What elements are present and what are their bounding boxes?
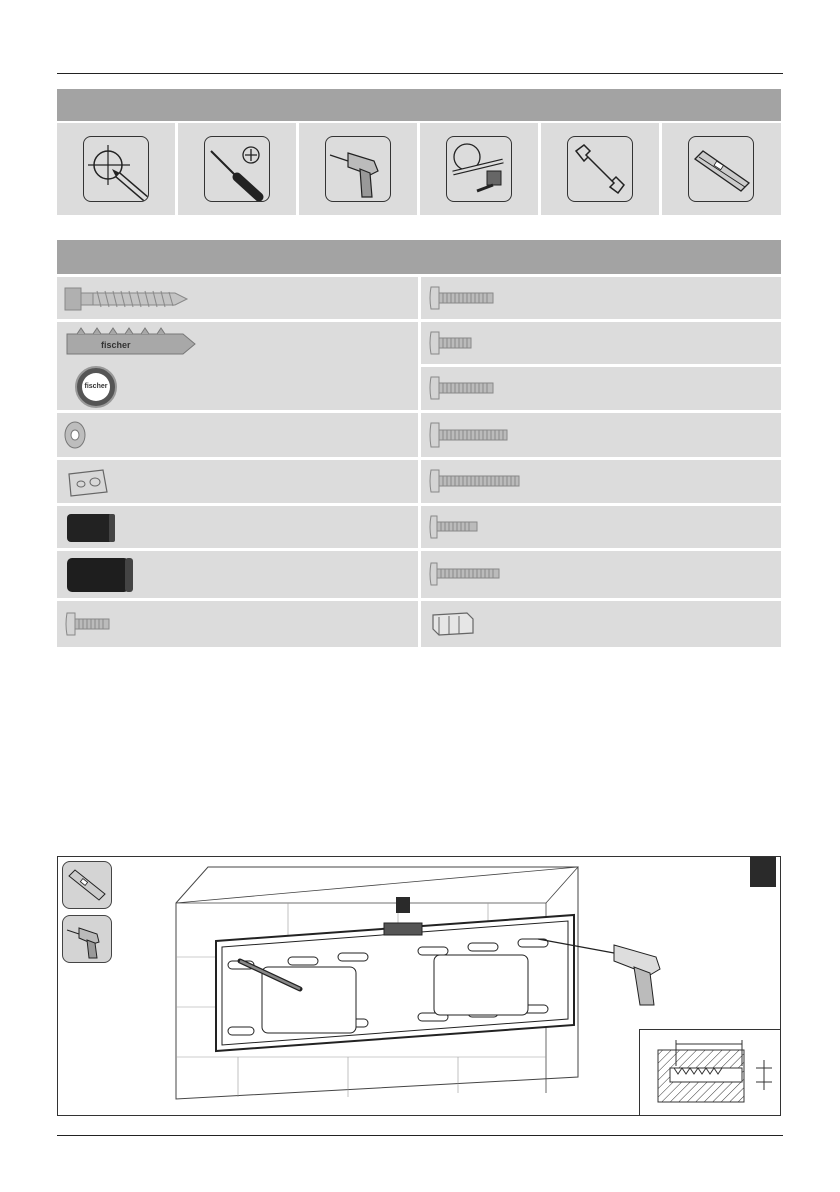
pencil-marking-icon bbox=[83, 136, 149, 202]
part-bolt-3 bbox=[421, 367, 781, 410]
part-square-washer bbox=[57, 460, 418, 503]
part-bolt-1 bbox=[421, 277, 781, 319]
tape-measure-icon bbox=[446, 136, 512, 202]
wall-plug-icon bbox=[63, 322, 213, 366]
fischer-seal-inner bbox=[82, 373, 110, 401]
short-bolt-icon bbox=[427, 322, 487, 364]
tool-cell-pencil bbox=[57, 123, 175, 215]
tool-cell-tape-measure bbox=[420, 123, 538, 215]
bolt-icon bbox=[427, 367, 507, 410]
part-bolt-5 bbox=[421, 460, 781, 503]
svg-text:fischer: fischer bbox=[101, 340, 131, 350]
long-bolt-icon bbox=[427, 413, 517, 457]
part-bolt-2 bbox=[421, 322, 781, 364]
tool-cell-drill bbox=[299, 123, 417, 215]
part-lag-screw bbox=[57, 277, 418, 319]
clip-icon bbox=[427, 601, 487, 647]
part-bolt-4 bbox=[421, 413, 781, 457]
part-small-spacer bbox=[57, 506, 418, 548]
fischer-seal bbox=[75, 366, 117, 408]
tool-cell-wrench bbox=[541, 123, 659, 215]
seal-logo-text: fischer bbox=[84, 383, 108, 390]
installation-figure bbox=[57, 856, 781, 1116]
top-rule bbox=[57, 73, 783, 74]
large-spacer-icon bbox=[63, 551, 143, 598]
bolt-icon bbox=[427, 277, 507, 319]
part-large-spacer bbox=[57, 551, 418, 598]
drill-depth-detail bbox=[639, 1029, 780, 1115]
spirit-level-icon bbox=[688, 136, 754, 202]
part-short-bolt-left bbox=[57, 601, 418, 647]
square-washer-icon bbox=[63, 460, 123, 503]
thin-bolt-icon bbox=[427, 506, 487, 548]
lag-screw-icon bbox=[63, 277, 203, 319]
part-clip bbox=[421, 601, 781, 647]
drill-depth-diagram bbox=[640, 1030, 780, 1115]
tools-header-band bbox=[57, 89, 781, 121]
part-wall-plug bbox=[57, 322, 418, 410]
wrench-icon bbox=[567, 136, 633, 202]
screwdriver-icon bbox=[204, 136, 270, 202]
washer-icon bbox=[63, 413, 93, 457]
short-bolt-icon bbox=[63, 601, 123, 647]
drill-icon bbox=[325, 136, 391, 202]
tool-cell-spirit-level bbox=[662, 123, 781, 215]
small-spacer-icon bbox=[63, 506, 123, 548]
thin-long-bolt-icon bbox=[427, 551, 507, 598]
tool-cell-screwdriver bbox=[178, 123, 296, 215]
bottom-rule bbox=[57, 1135, 783, 1136]
part-bolt-7 bbox=[421, 551, 781, 598]
part-bolt-6 bbox=[421, 506, 781, 548]
part-washer bbox=[57, 413, 418, 457]
long-bolt-icon bbox=[427, 460, 527, 503]
parts-header-band bbox=[57, 240, 781, 274]
